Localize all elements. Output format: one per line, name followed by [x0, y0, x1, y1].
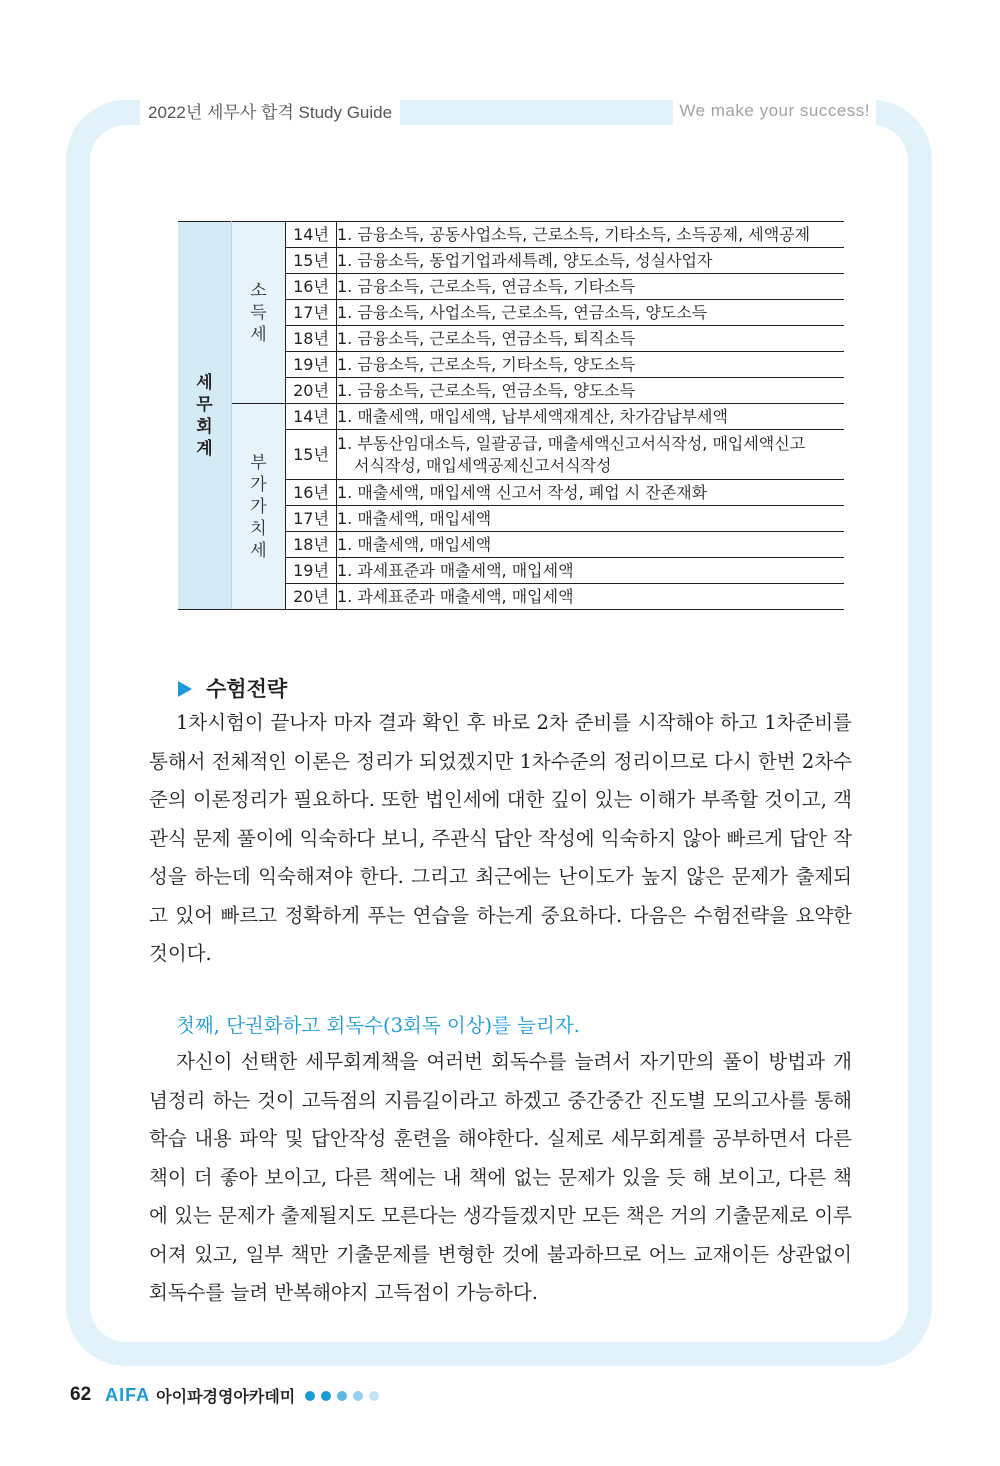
footer-dots [305, 1386, 385, 1405]
year-cell: 14년 [286, 222, 337, 248]
footer-dot-icon [369, 1391, 379, 1401]
tax-char: 가 [250, 474, 267, 495]
year-cell: 15년 [286, 430, 337, 480]
year-cell: 20년 [286, 378, 337, 404]
tax-char: 부 [250, 452, 267, 473]
strategy-heading-first: 첫째, 단권화하고 회독수(3회독 이상)를 늘리자. [176, 1014, 580, 1037]
tax-char: 득 [250, 302, 267, 323]
year-cell: 17년 [286, 506, 337, 532]
footer-dot-icon [353, 1391, 363, 1401]
topics-cell: 1. 금융소득, 근로소득, 기타소득, 양도소득 [337, 352, 845, 378]
tax-cell-vat [232, 404, 286, 610]
topics-line: 서식작성, 매입세액공제신고서식작성 [354, 456, 612, 475]
topics-cell: 1. 과세표준과 매출세액, 매입세액 [337, 584, 845, 610]
first-strategy-text: 자신이 선택한 세무회계책을 여러번 회독수를 늘려서 자기만의 풀이 방법과 개념정리 하는 것이 고득점의 지름길이라고 하겠고 중간중간 진도별 모의고사를 통해 학습 내용 파악 및 답안작성 훈련을 해야한다. 실제로 세무회계를 공부하면서 다른 책이 더 좋아 보이고, 다른 책에는 내 책에 없는 문제가 있을 듯 해 보이고, 다른 책에 있는 문제가 출제될지도 모른다는 생각들겠지만 모든 책은 거의 기출문제로 이루어져 있고, 일부 책만 기출문제를 변형한 것에 불과하므로 어느 교재이든 상관없이 회독수를 늘려 반복해야지 고득점이 가능하다. [149, 1050, 852, 1304]
subject-char: 회 [196, 416, 213, 437]
section-title-text: 수험전략 [206, 678, 288, 701]
year-cell: 18년 [286, 532, 337, 558]
section-title [178, 673, 287, 703]
intro-text: 1차시험이 끝나자 마자 결과 확인 후 바로 2차 준비를 시작해야 하고 1차준비를 통해서 전체적인 이론은 정리가 되었겠지만 1차수준의 정리이므로 다시 한번 2차수준의 이론정리가 필요하다. 또한 법인세에 대한 깊이 있는 이해가 부족할 것이고, 객관식 문제 풀이에 익숙하다 보니, 주관식 답안 작성에 익숙하지 않아 빠르게 답안 작성을 하는데 익숙해져야 한다. 그리고 최근에는 난이도가 높지 않은 문제가 출제되고 있어 빠르고 정확하게 푸는 연습을 하는게 중요하다. 다음은 수험전략을 요약한 것이다. [149, 711, 852, 965]
header-slogan: We make your success! [673, 97, 876, 125]
topics-cell: 1. 과세표준과 매출세액, 매입세액 [337, 558, 845, 584]
footer-dot-icon [305, 1391, 315, 1401]
topics-cell: 1. 매출세액, 매입세액, 납부세액재계산, 차가감납부세액 [337, 404, 845, 430]
page-number: 62 [70, 1384, 92, 1405]
topics-line: 1. 부동산임대소득, 일괄공급, 매출세액신고서식작성, 매입세액신고 [337, 434, 806, 453]
topics-cell: 1. 매출세액, 매입세액 [337, 532, 845, 558]
year-cell: 15년 [286, 248, 337, 274]
intro-paragraph [149, 704, 852, 974]
tax-char: 치 [250, 518, 267, 539]
subject-cell [178, 222, 232, 610]
year-cell: 19년 [286, 558, 337, 584]
brand-logo: AIFA [105, 1384, 151, 1405]
topics-cell: 1. 매출세액, 매입세액 신고서 작성, 폐업 시 잔존재화 [337, 480, 845, 506]
header-guide-title: 2022년 세무사 합격 Study Guide [140, 98, 400, 128]
topics-cell: 1. 금융소득, 근로소득, 연금소득, 기타소득 [337, 274, 845, 300]
topics-cell: 1. 금융소득, 동업기업과세특례, 양도소득, 성실사업자 [337, 248, 845, 274]
subject-char: 세 [196, 372, 213, 393]
subject-char: 무 [196, 394, 213, 415]
topics-cell: 1. 금융소득, 공동사업소득, 근로소득, 기타소득, 소득공제, 세액공제 [337, 222, 845, 248]
footer-dot-icon [321, 1391, 331, 1401]
triangle-bullet-icon [178, 681, 192, 697]
footer [70, 1380, 385, 1410]
topics-cell: 1. 금융소득, 근로소득, 연금소득, 퇴직소득 [337, 326, 845, 352]
year-cell: 19년 [286, 352, 337, 378]
first-strategy-paragraph [149, 1043, 852, 1313]
tax-cell-income [232, 222, 286, 404]
subject-char: 계 [196, 438, 213, 459]
topics-cell: 1. 금융소득, 사업소득, 근로소득, 연금소득, 양도소득 [337, 300, 845, 326]
tax-char: 소 [250, 280, 267, 301]
topics-cell: 1. 금융소득, 근로소득, 연금소득, 양도소득 [337, 378, 845, 404]
table-row [178, 222, 844, 248]
topics-cell: 1. 매출세액, 매입세액 [337, 506, 845, 532]
tax-char: 세 [250, 540, 267, 561]
exam-history-table [178, 221, 844, 610]
year-cell: 14년 [286, 404, 337, 430]
tax-char: 가 [250, 496, 267, 517]
year-cell: 20년 [286, 584, 337, 610]
academy-name: 아이파경영아카데미 [156, 1386, 296, 1406]
table-row [178, 404, 844, 430]
year-cell: 18년 [286, 326, 337, 352]
topics-cell [337, 430, 845, 480]
year-cell: 16년 [286, 274, 337, 300]
year-cell: 17년 [286, 300, 337, 326]
year-cell: 16년 [286, 480, 337, 506]
footer-dot-icon [337, 1391, 347, 1401]
tax-char: 세 [250, 324, 267, 345]
